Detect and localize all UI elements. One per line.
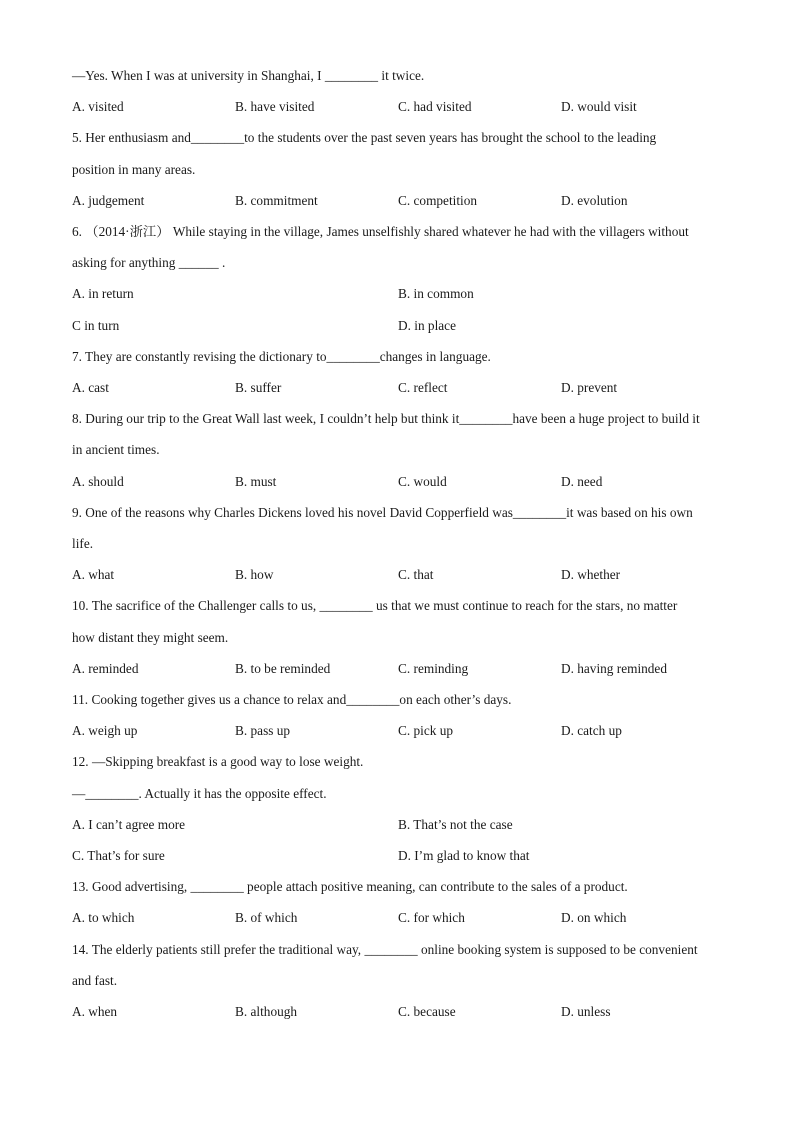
answer-option: A. reminded (72, 660, 139, 676)
answer-option: C in turn (72, 317, 120, 333)
answer-option: B. in common (398, 286, 474, 302)
question-text-line: —Yes. When I was at university in Shanghai, I ________ it twice. (72, 68, 425, 83)
question-text-line: 10. The sacrifice of the Challenger calls to us, ________ us that we must continue to reach for the stars, no matter (72, 598, 678, 614)
answer-option: A. I can’t agree more (72, 816, 186, 832)
question-text-line: 9. One of the reasons why Charles Dickens loved his novel David Copperfield was________it was based on his own (72, 504, 693, 520)
answer-options-row (72, 97, 732, 117)
question-text-line: 13. Good advertising, ________ people attach positive meaning, can contribute to the sales of a product. (72, 879, 628, 895)
answer-option: D. on which (561, 910, 627, 926)
answer-option: C. reflect (398, 380, 448, 395)
question-text-line: life. (72, 536, 94, 551)
answer-option: D. prevent (561, 380, 618, 395)
answer-options-row (72, 1002, 732, 1022)
answer-option: D. in place (398, 317, 456, 333)
answer-options-row (72, 191, 732, 211)
answer-option: B. how (235, 567, 274, 583)
answer-option: B. suffer (235, 380, 282, 395)
answer-option: B. of which (235, 910, 298, 926)
answer-option: C. pick up (398, 723, 454, 739)
answer-option: C. reminding (398, 660, 469, 676)
answer-option: A. visited (72, 99, 124, 115)
answer-option: B. must (235, 473, 277, 489)
answer-option: D. unless (561, 1004, 611, 1019)
question-text-line: in ancient times. (72, 442, 160, 458)
question-text-line: 5. Her enthusiasm and________to the students over the past seven years has brought the school to the leading (72, 130, 657, 146)
question-text-line: asking for anything ______ . (72, 255, 226, 271)
answer-option: A. cast (72, 380, 109, 395)
question-text-line: 8. During our trip to the Great Wall last week, I couldn’t help but think it________have been a huge project to build it (72, 411, 700, 427)
answer-option: A. in return (72, 286, 134, 302)
answer-option: D. need (561, 473, 603, 489)
question-text-line: 11. Cooking together gives us a chance to relax and________on each other’s days. (72, 692, 512, 707)
answer-option: B. have visited (235, 99, 315, 115)
answer-option: B. to be reminded (235, 660, 331, 676)
answer-option: B. That’s not the case (398, 816, 513, 832)
answer-options-row (72, 721, 732, 741)
answer-option: A. when (72, 1004, 118, 1019)
answer-option: C. would (398, 473, 447, 489)
answer-options-row (72, 908, 732, 928)
answer-option: C. had visited (398, 99, 472, 115)
question-text-line: 14. The elderly patients still prefer the traditional way, ________ online booking system is supposed to be convenient (72, 941, 698, 957)
answer-option: D. whether (561, 567, 621, 583)
question-text-line: 7. They are constantly revising the dictionary to________changes in language. (72, 348, 491, 364)
answer-option: D. catch up (561, 723, 622, 739)
answer-options-row (72, 815, 732, 835)
answer-option: B. although (235, 1004, 298, 1019)
answer-option: D. I’m glad to know that (398, 848, 530, 863)
answer-option: C. that (398, 567, 434, 583)
answer-option: A. judgement (72, 192, 145, 208)
answer-option: D. evolution (561, 192, 628, 208)
answer-option: A. what (72, 567, 115, 583)
answer-option: A. weigh up (72, 723, 138, 739)
answer-option: C. because (398, 1004, 456, 1019)
answer-option: C. That’s for sure (72, 848, 165, 863)
answer-options-row (72, 472, 732, 492)
answer-options-row (72, 659, 732, 679)
answer-option: D. having reminded (561, 660, 667, 676)
answer-option: A. should (72, 473, 124, 489)
answer-option: B. commitment (235, 192, 318, 208)
answer-option: C. for which (398, 910, 465, 926)
question-text-line: position in many areas. (72, 161, 196, 177)
question-text-line: —________. Actually it has the opposite effect. (72, 785, 327, 801)
answer-option: B. pass up (235, 723, 291, 739)
question-text-line: 6. （2014·浙江） While staying in the village, James unselfishly shared whatever he had with the villagers without (72, 224, 689, 239)
answer-option: C. competition (398, 192, 478, 208)
answer-options-row (72, 316, 732, 336)
answer-options-row (72, 378, 732, 398)
answer-option: D. would visit (561, 99, 637, 115)
question-text-line: how distant they might seem. (72, 629, 229, 645)
answer-options-row (72, 846, 732, 866)
question-text-line: and fast. (72, 972, 118, 988)
answer-options-row (72, 565, 732, 585)
answer-options-row (72, 284, 732, 304)
question-text-line: 12. —Skipping breakfast is a good way to lose weight. (72, 754, 364, 770)
answer-option: A. to which (72, 910, 135, 926)
